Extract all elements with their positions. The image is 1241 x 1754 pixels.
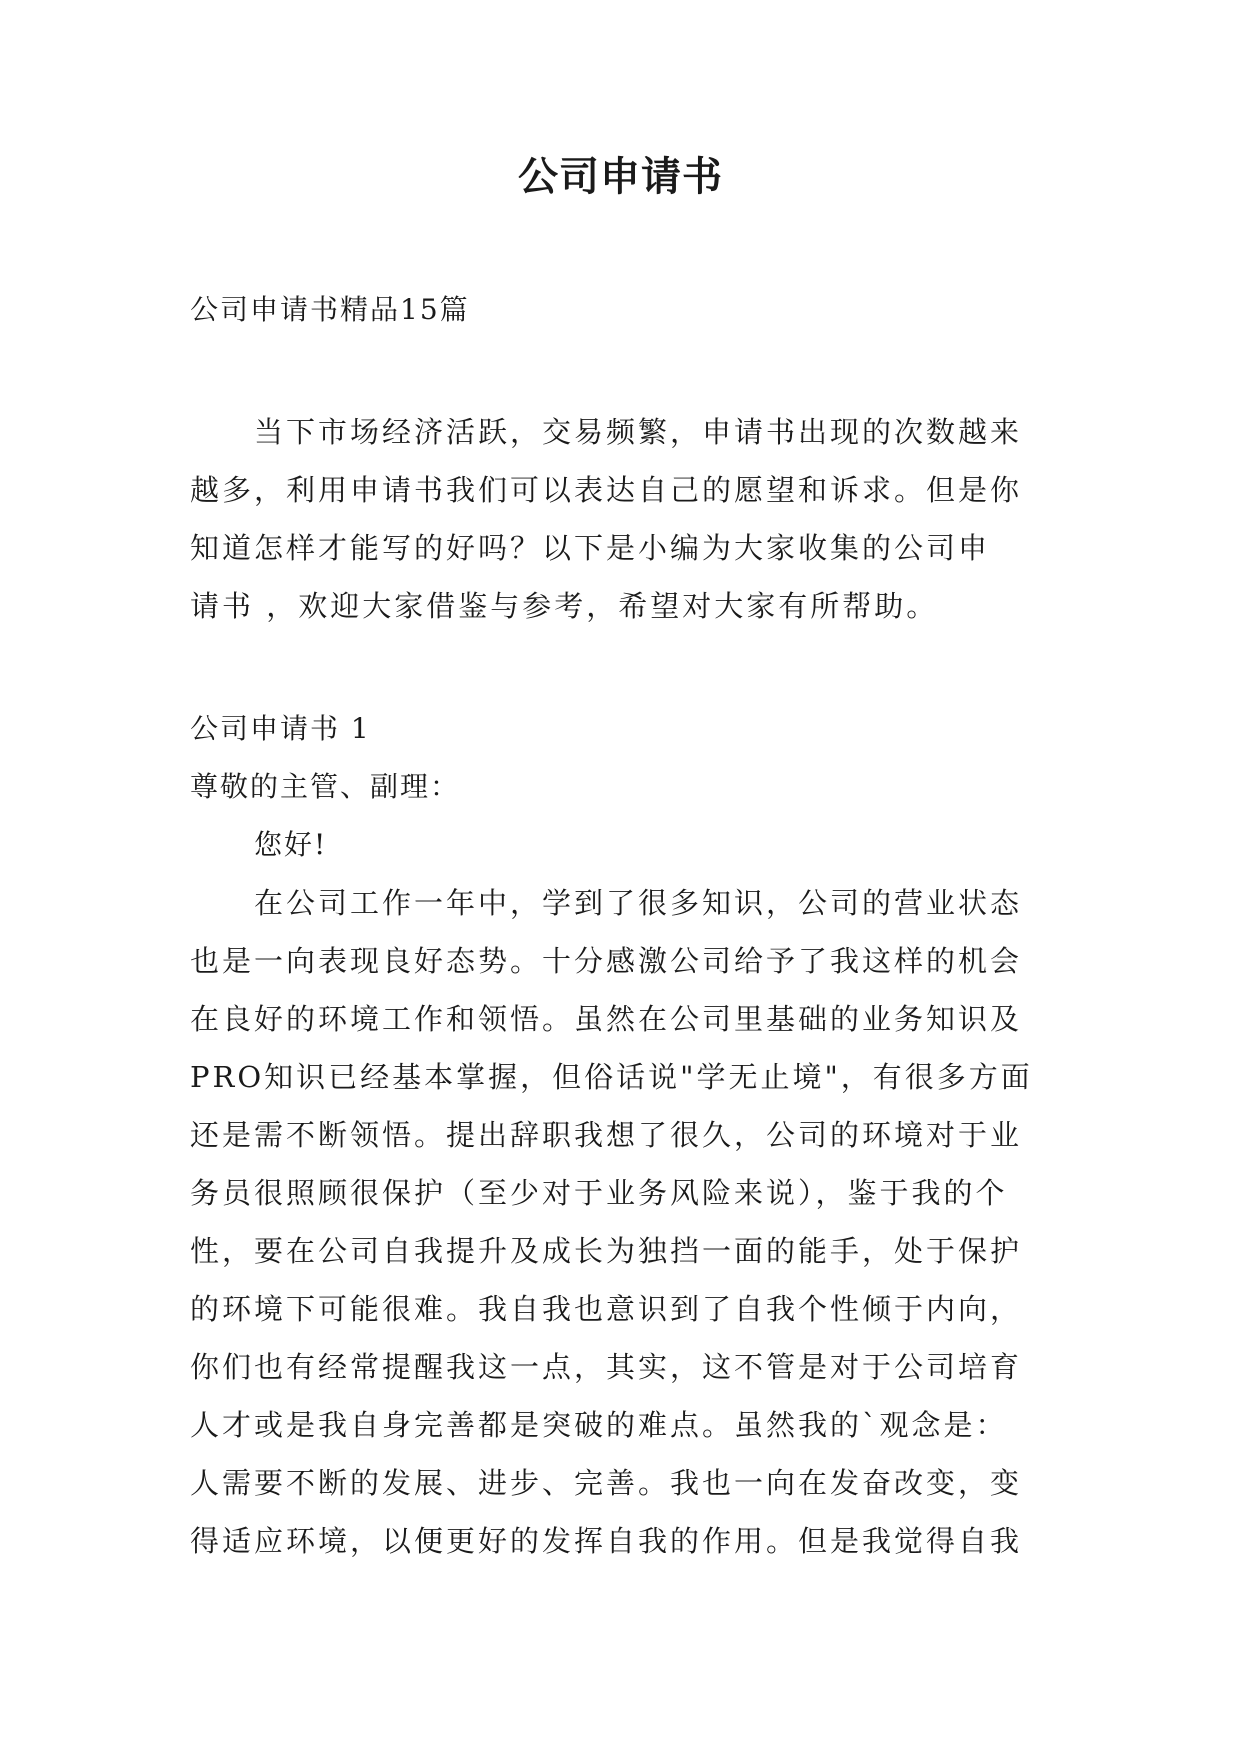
body-line: 也是一向表现良好态势。十分感激公司给予了我这样的机会 [190, 944, 1023, 978]
greeting: 您好! [254, 828, 328, 861]
body-line: 人需要不断的发展、进步、完善。我也一向在发奋改变，变 [190, 1466, 1023, 1500]
intro-line: 知道怎样才能写的好吗？以下是小编为大家收集的公司申 [190, 531, 991, 565]
intro-line: 请书 ，欢迎大家借鉴与参考，希望对大家有所帮助。 [190, 589, 939, 623]
document-title: 公司申请书 [518, 154, 723, 200]
document-subtitle: 公司申请书精品15篇 [190, 293, 470, 326]
body-paragraph [190, 874, 1060, 1570]
body-line: 还是需不断领悟。提出辞职我想了很久，公司的环境对于业 [190, 1118, 1023, 1152]
intro-paragraph [190, 403, 1060, 635]
body-line: PRO知识已经基本掌握，但俗话说"学无止境"，有很多方面 [190, 1060, 1033, 1094]
salutation: 尊敬的主管、副理： [190, 770, 461, 803]
intro-line: 当下市场经济活跃，交易频繁，申请书出现的次数越来 [254, 415, 1023, 449]
intro-line: 越多，利用申请书我们可以表达自己的愿望和诉求。但是你 [190, 473, 1023, 507]
body-line: 在公司工作一年中，学到了很多知识，公司的营业状态 [254, 886, 1023, 920]
body-line: 得适应环境，以便更好的发挥自我的作用。但是我觉得自我 [190, 1524, 1023, 1558]
body-line: 性，要在公司自我提升及成长为独挡一面的能手，处于保护 [190, 1234, 1023, 1268]
body-line: 你们也有经常提醒我这一点，其实，这不管是对于公司培育 [190, 1350, 1023, 1384]
body-line: 务员很照顾很保护（至少对于业务风险来说），鉴于我的个 [190, 1176, 1008, 1210]
body-line: 人才或是我自身完善都是突破的难点。虽然我的`观念是： [190, 1408, 1008, 1442]
body-line: 的环境下可能很难。我自我也意识到了自我个性倾于内向， [190, 1292, 1023, 1326]
section-heading: 公司申请书 1 [190, 712, 371, 745]
body-line: 在良好的环境工作和领悟。虽然在公司里基础的业务知识及 [190, 1002, 1023, 1036]
